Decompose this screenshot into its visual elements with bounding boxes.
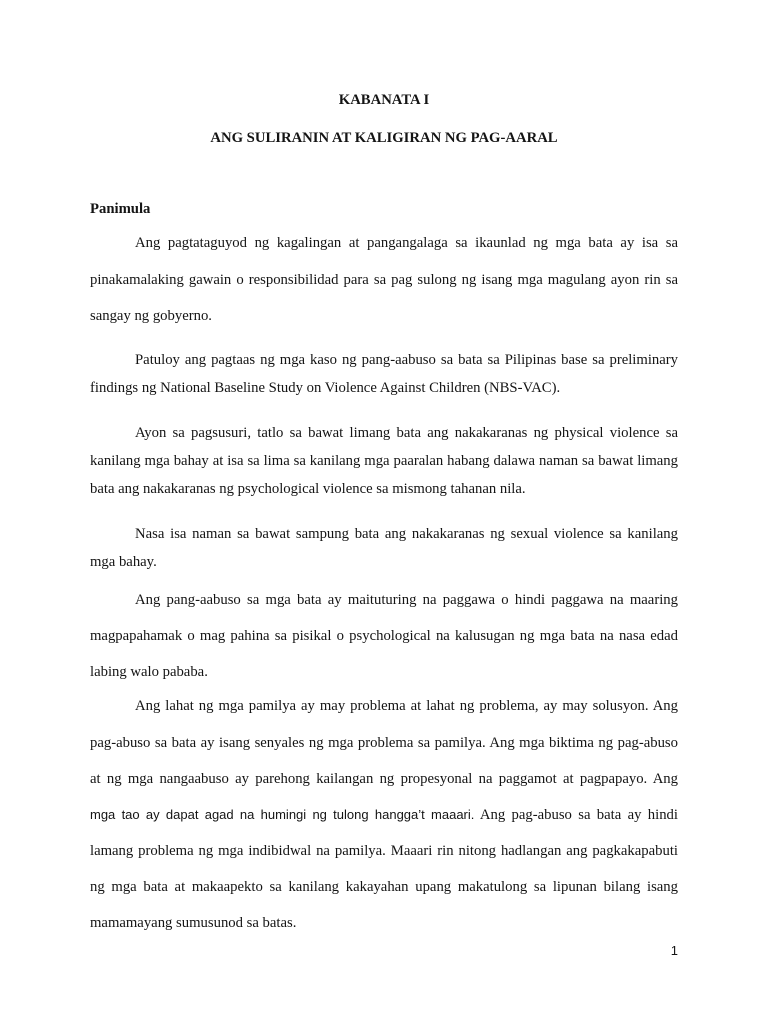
paragraph-line [135, 524, 678, 544]
line-text: Ang pagtataguyod ng kagalingan at pangangalaga sa ikaunlad ng mga bata ay isa sa [135, 235, 678, 251]
line-text: bata ang nakakaranas ng psychological violence sa mismong tahanan nila. [90, 481, 526, 497]
line-text [90, 805, 678, 825]
paragraph-line [90, 805, 678, 825]
line-text: pinakamalaking gawain o responsibilidad para sa pag sulong ng isang mga magulang ayon rin sa [90, 272, 678, 288]
paragraph-line [90, 913, 678, 933]
line-text: mamamayang sumusunod sa batas. [90, 915, 297, 931]
paragraph-line [90, 270, 678, 290]
paragraph-line [90, 306, 678, 326]
line-text: pag-abuso sa bata ay isang senyales ng mga problema sa pamilya. Ang mga biktima ng pag-abuso [90, 735, 678, 751]
line-text: labing walo pababa. [90, 664, 208, 680]
paragraph-line [90, 626, 678, 646]
line-text: kanilang mga bahay at isa sa lima sa kanilang mga paaralan habang dalawa naman sa bawat limang [90, 453, 678, 469]
paragraph-line [90, 877, 678, 897]
paragraph-line [90, 769, 678, 789]
chapter-title: ANG SULIRANIN AT KALIGIRAN NG PAG-AARAL [210, 130, 558, 146]
alt-font-text: mga tao ay dapat agad na humingi ng tulong hangga’t maaari. [90, 807, 475, 822]
paragraph-line [90, 451, 678, 471]
page-number: 1 [670, 943, 678, 958]
line-text: Patuloy ang pagtaas ng mga kaso ng pang-aabuso sa bata sa Pilipinas base sa preliminary [135, 352, 678, 368]
line-text: sangay ng gobyerno. [90, 308, 212, 324]
line-text: Ang lahat ng mga pamilya ay may problema at lahat ng problema, ay may solusyon. Ang [135, 698, 678, 714]
paragraph-line [135, 423, 678, 443]
text-segment: Ang pag-abuso sa bata ay hindi [474, 807, 678, 823]
paragraph-line [90, 552, 678, 572]
paragraph-line [90, 378, 678, 398]
line-text: Nasa isa naman sa bawat sampung bata ang nakakaranas ng sexual violence sa kanilang [135, 526, 678, 542]
line-text: mga bahay. [90, 554, 157, 570]
line-text: lamang problema ng mga indibidwal na pamilya. Maaari rin nitong hadlangan ang pagkakapabuti [90, 843, 678, 859]
paragraph-line [90, 841, 678, 861]
paragraph-line [90, 479, 678, 499]
paragraph-line [135, 233, 678, 253]
line-text: Ayon sa pagsusuri, tatlo sa bawat limang bata ang nakakaranas ng physical violence sa [135, 425, 678, 441]
paragraph-line [135, 590, 678, 610]
paragraph-line [90, 733, 678, 753]
line-text: Ang pang-aabuso sa mga bata ay maituturing na paggawa o hindi paggawa na maaring [135, 592, 678, 608]
paragraph-line [135, 350, 678, 370]
line-text: findings ng National Baseline Study on Violence Against Children (NBS-VAC). [90, 380, 561, 396]
section-heading: Panimula [90, 201, 151, 217]
line-text: at ng mga nangaabuso ay parehong kailangan ng propesyonal na paggamot at pagpapayo. Ang [90, 771, 678, 787]
chapter-heading: KABANATA I [338, 92, 430, 108]
paragraph-line [135, 696, 678, 716]
line-text: ng mga bata at makaapekto sa kanilang kakayahan upang makatulong sa lipunan bilang isang [90, 879, 678, 895]
paragraph-line [90, 662, 678, 682]
line-text: magpapahamak o mag pahina sa pisikal o psychological na kalusugan ng mga bata na nasa edad [90, 628, 678, 644]
